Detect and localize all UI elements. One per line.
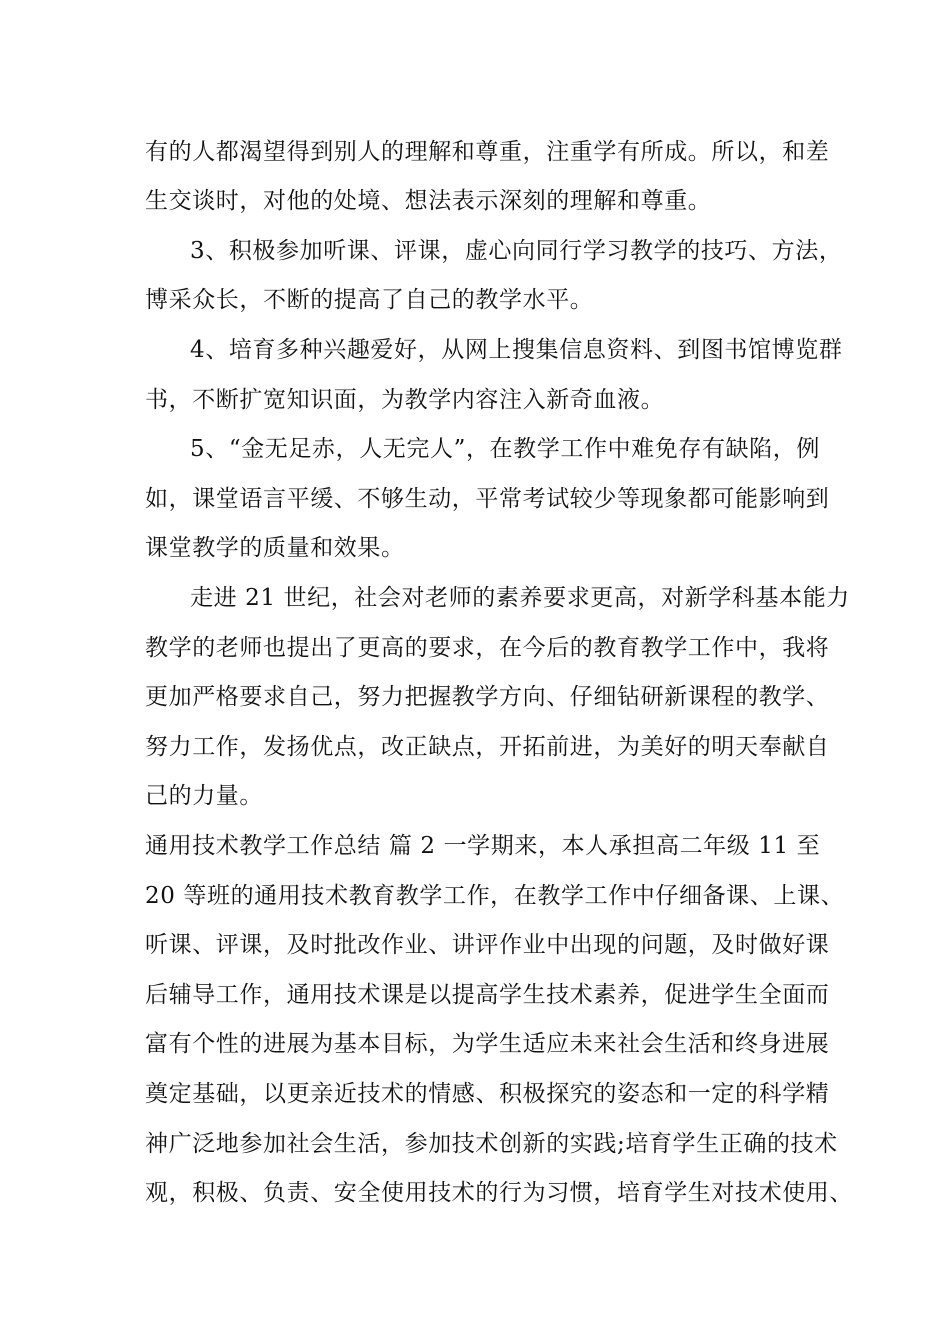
text-line: 走进 21 世纪，社会对老师的素养要求更高，对新学科基本能力 (190, 585, 850, 611)
text-line: 富有个性的进展为基本目标，为学生适应未来社会生活和终身进展 (145, 1031, 830, 1057)
text-line: 如，课堂语言平缓、不够生动，平常考试较少等现象都可能影响到 (145, 486, 830, 512)
text-line: 后辅导工作，通用技术课是以提高学生技术素养，促进学生全面而 (145, 982, 830, 1008)
text-line: 更加严格要求自己，努力把握教学方向、仔细钻研新课程的教学、 (145, 684, 830, 710)
text-line: 有的人都渴望得到别人的理解和尊重，注重学有所成。所以，和差 (145, 139, 830, 165)
text-line: 观，积极、负责、安全使用技术的行为习惯，培育学生对技术使用、 (145, 1180, 853, 1206)
text-line: 课堂教学的质量和效果。 (145, 535, 405, 561)
section-heading-line: 通用技术教学工作总结 篇 2 一学期来，本人承担高二年级 11 至 (145, 833, 821, 859)
text-line: 生交谈时，对他的处境、想法表示深刻的理解和尊重。 (145, 188, 712, 214)
text-line: 己的力量。 (145, 783, 263, 809)
text-line: 奠定基础，以更亲近技术的情感、积极探究的姿态和一定的科学精 (145, 1081, 830, 1107)
text-line: 神广泛地参加社会生活，参加技术创新的实践;培育学生正确的技术 (145, 1131, 838, 1157)
text-line: 教学的老师也提出了更高的要求，在今后的教育教学工作中，我将 (145, 635, 830, 661)
text-line: 博采众长，不断的提高了自己的教学水平。 (145, 287, 594, 313)
text-line: 5、“金无足赤，人无完人”，在教学工作中难免存有缺陷，例 (190, 436, 820, 462)
text-line: 20 等班的通用技术教育教学工作，在教学工作中仔细备课、上课、 (145, 883, 845, 909)
text-line: 听课、评课，及时批改作业、讲评作业中出现的问题，及时做好课 (145, 932, 830, 958)
text-line: 书，不断扩宽知识面，为教学内容注入新奇血液。 (145, 387, 665, 413)
text-line: 努力工作，发扬优点，改正缺点，开拓前进，为美好的明天奉献自 (145, 734, 830, 760)
text-line: 3、积极参加听课、评课，虚心向同行学习教学的技巧、方法， (190, 238, 843, 264)
text-line: 4、培育多种兴趣爱好，从网上搜集信息资料、到图书馆博览群 (190, 337, 843, 363)
